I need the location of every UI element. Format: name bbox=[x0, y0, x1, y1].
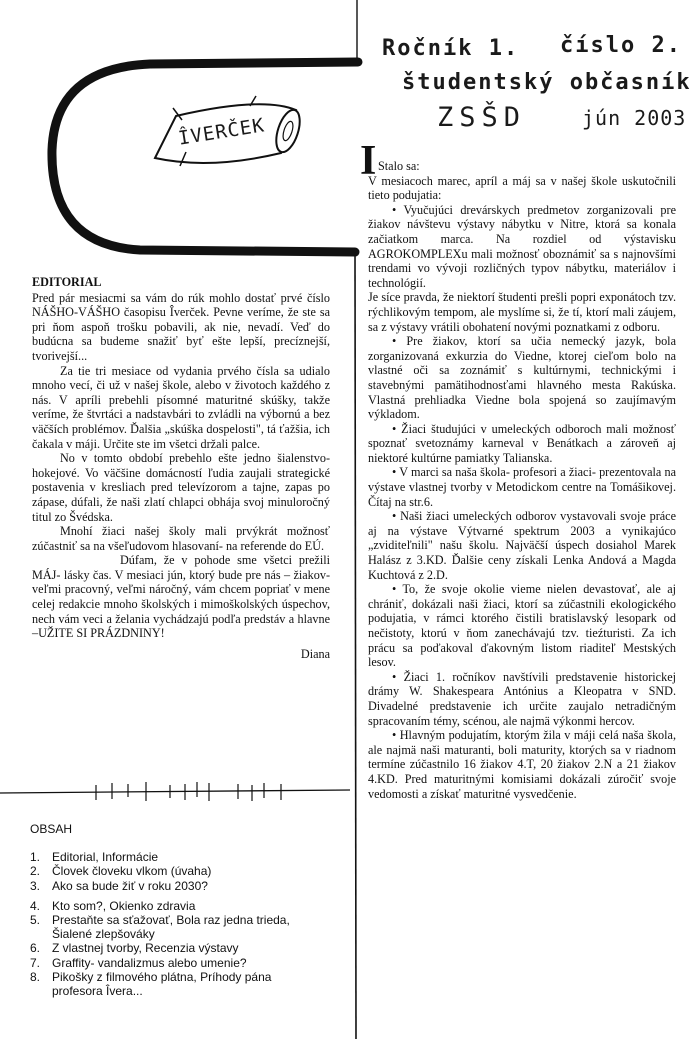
editorial-paragraph: No v tomto období prebehlo ešte jedno šialenstvo- hokejové. Vo väčšine domácností ľudia zaujali strategické postavenia v kresliach pred televízorom a tajne, zapas po zápase, dúfali, že naši zlatí chlapci obhája svoj minuloročný titul zo Švédska. bbox=[32, 451, 330, 524]
toc-item: 4. Kto som?, Okienko zdravia bbox=[30, 898, 196, 913]
table-of-contents bbox=[30, 822, 325, 998]
toc-item: 7. Graffity- vandalizmus alebo umenie? bbox=[30, 955, 247, 970]
logo-text: ÎVERČEK bbox=[176, 114, 267, 150]
news-item: Je síce pravda, že niektorí študenti prešli popri exponátoch tzv. rýchlikovým tempom, ale myslíme si, že tí, ktorí mali záujem, sa z výstavy vrátili obohatení novými poznatkami z odboru. bbox=[368, 290, 676, 334]
news-item: • Pre žiakov, ktorí sa učia nemecký jazyk, bola zorganizovaná exkurzia do Viedne, ktorej cieľom bolo na vlastné oči sa zoznámiť s kultúrnymi, technickými i stavebnými pamätihodnosťami hlavného mesta Rakúska. Vlastná prehliadka Viedne bola spojená so zaujímavým výkladom. bbox=[368, 334, 676, 422]
editorial-heading: EDITORIAL bbox=[32, 275, 102, 289]
masthead-school: ZSŠD bbox=[437, 102, 527, 133]
toc-item: 5. Prestaňte sa sťažovať, Bola raz jedna trieda, Šialené zlepšováky bbox=[30, 913, 290, 942]
masthead-subtitle: študentský občasník bbox=[402, 70, 692, 95]
news-item: • Vyučujúci drevárskych predmetov zorganizovali pre žiakov návštevu výstavy nábytku v Nitre, ktorá sa konala začiatkom marca. Na rozdiel od výstavisku AGROKOMPLEXu mali možnosť oboznámiť sa s najnovšími trendami vo vývoji rozličných typov nábytku, materiálov i technológií. bbox=[368, 203, 676, 291]
masthead-date: jún 2003 bbox=[582, 106, 687, 130]
editorial-signature: Diana bbox=[300, 646, 330, 661]
editorial-paragraph: Pred pár mesiacmi sa vám do rúk mohlo dostať prvé číslo NÁŠHO-VÁŠHO časopisu Îverček. Pevne veríme, že ste sa pri ňom aspoň trošku pobavili, ak nie, nevadí. Veď do budúcna sa budeme snažiť byť ešte lepší, precíznejší, tvorivejší... bbox=[32, 290, 330, 363]
toc-heading: OBSAH bbox=[30, 822, 73, 836]
toc-item: 1. Editorial, Informácie bbox=[30, 850, 159, 865]
drop-cap: I bbox=[360, 138, 377, 184]
news-item: • V marci sa naša škola- profesori a žiaci- prezentovala na výstave vlastnej tvorby v Metodickom centre na Tomášikovej. Čítaj na str.6. bbox=[368, 465, 676, 509]
editorial-column bbox=[32, 275, 330, 661]
masthead-issue: číslo 2. bbox=[560, 33, 682, 58]
news-item: • Naši žiaci umeleckých odborov vystavovali svoje práce aj na výstave Výtvarné spektrum 2003 a vynikajúco „zviditeľnili" našu školu. Najväčší úspech dosiahol Marek Halász z 3.KD. Ďalšie ceny získali Lenka Andová a Magda Kuchtová z 2.D. bbox=[368, 509, 676, 582]
news-item: • Žiaci študujúci v umeleckých odboroch mali možnosť spoznať svetoznámy karneval v Benátkach a zároveň aj niektoré kultúrne pamiatky Talianska. bbox=[368, 422, 676, 466]
toc-item: 3. Ako sa bude žiť v roku 2030? bbox=[30, 878, 208, 893]
news-item: • Hlavným podujatím, ktorým žila v máji celá naša škola, ale najmä naši maturanti, boli maturity, ktorých sa v riadnom termíne zúčastnilo 16 žiakov 4.T, 20 žiakov 2.N a 21 žiakov 4.KD. Pred maturitnými komisiami dokázali zúročiť svoje vedomosti a získať maturitné vysvedčenie. bbox=[368, 728, 676, 801]
toc-item: 2. Človek človeku vlkom (úvaha) bbox=[30, 864, 212, 879]
toc-item: 6. Z vlastnej tvorby, Recenzia výstavy bbox=[30, 941, 239, 956]
news-heading: Stalo sa: bbox=[378, 159, 420, 173]
toc-item: 8. Pikošky z filmového plátna, Príhody pána profesora Îvera... bbox=[30, 969, 272, 999]
editorial-paragraph: Dúfam, že v pohode sme všetci prežili MÁJ- lásky čas. V mesiaci jún, ktorý bude pre nás – žiakov- veľmi pracovný, veľmi náročný, vám chcem popriať v mene celej redakcie mnoho školských i mimoškolských úspechov, nech vám veci a želania vychádzajú podľa predstáv a hlavne –UŽITE SI PRÁZDNINY! bbox=[32, 553, 330, 641]
editorial-paragraph: Mnohí žiaci našej školy mali prvýkrát možnosť zúčastniť sa na všeľudovom hlasovaní- na referende do EÚ. bbox=[32, 524, 330, 553]
news-item: • Žiaci 1. ročníkov navštívili predstavenie historickej drámy W. Shakespeara Antónius a Kleopatra v SND. Divadelné predstavenie ich určite zaujalo netradičným spracovaním témy, scénou, ale najmä výkonmi hercov. bbox=[368, 670, 676, 728]
masthead-volume: Ročník 1. bbox=[382, 36, 520, 61]
news-column bbox=[368, 159, 676, 801]
news-item: • To, že svoje okolie vieme nielen devastovať, ale aj chrániť, dokázali naši žiaci, ktorí sa zúčastnili ekologického podujatia, v rámci ktorého čistili bratislavský lesopark od nečistoty, ktorú v ňom zanechávajú tzv. tieźturisti. Za ich prácu sa poďakoval ďakovným listom riaditeľ Mestských lesov. bbox=[368, 582, 676, 670]
news-intro: V mesiacoch marec, apríl a máj sa v našej škole uskutočnili tieto podujatia: bbox=[368, 173, 676, 203]
editorial-paragraph: Za tie tri mesiace od vydania prvého čísla sa udialo mnoho vecí, či už v našej škole, alebo v životoch každého z nás. V apríli prebehli písomné maturitné skúšky, takže veríme, že štvrtáci a nadstavbári to zvládli na výbornú a bez väčších problémov. Ďalšia „skúška dospelosti", tá ťažšia, ich čakala v máji. Určite ste im všetci držali palce. bbox=[32, 363, 330, 451]
